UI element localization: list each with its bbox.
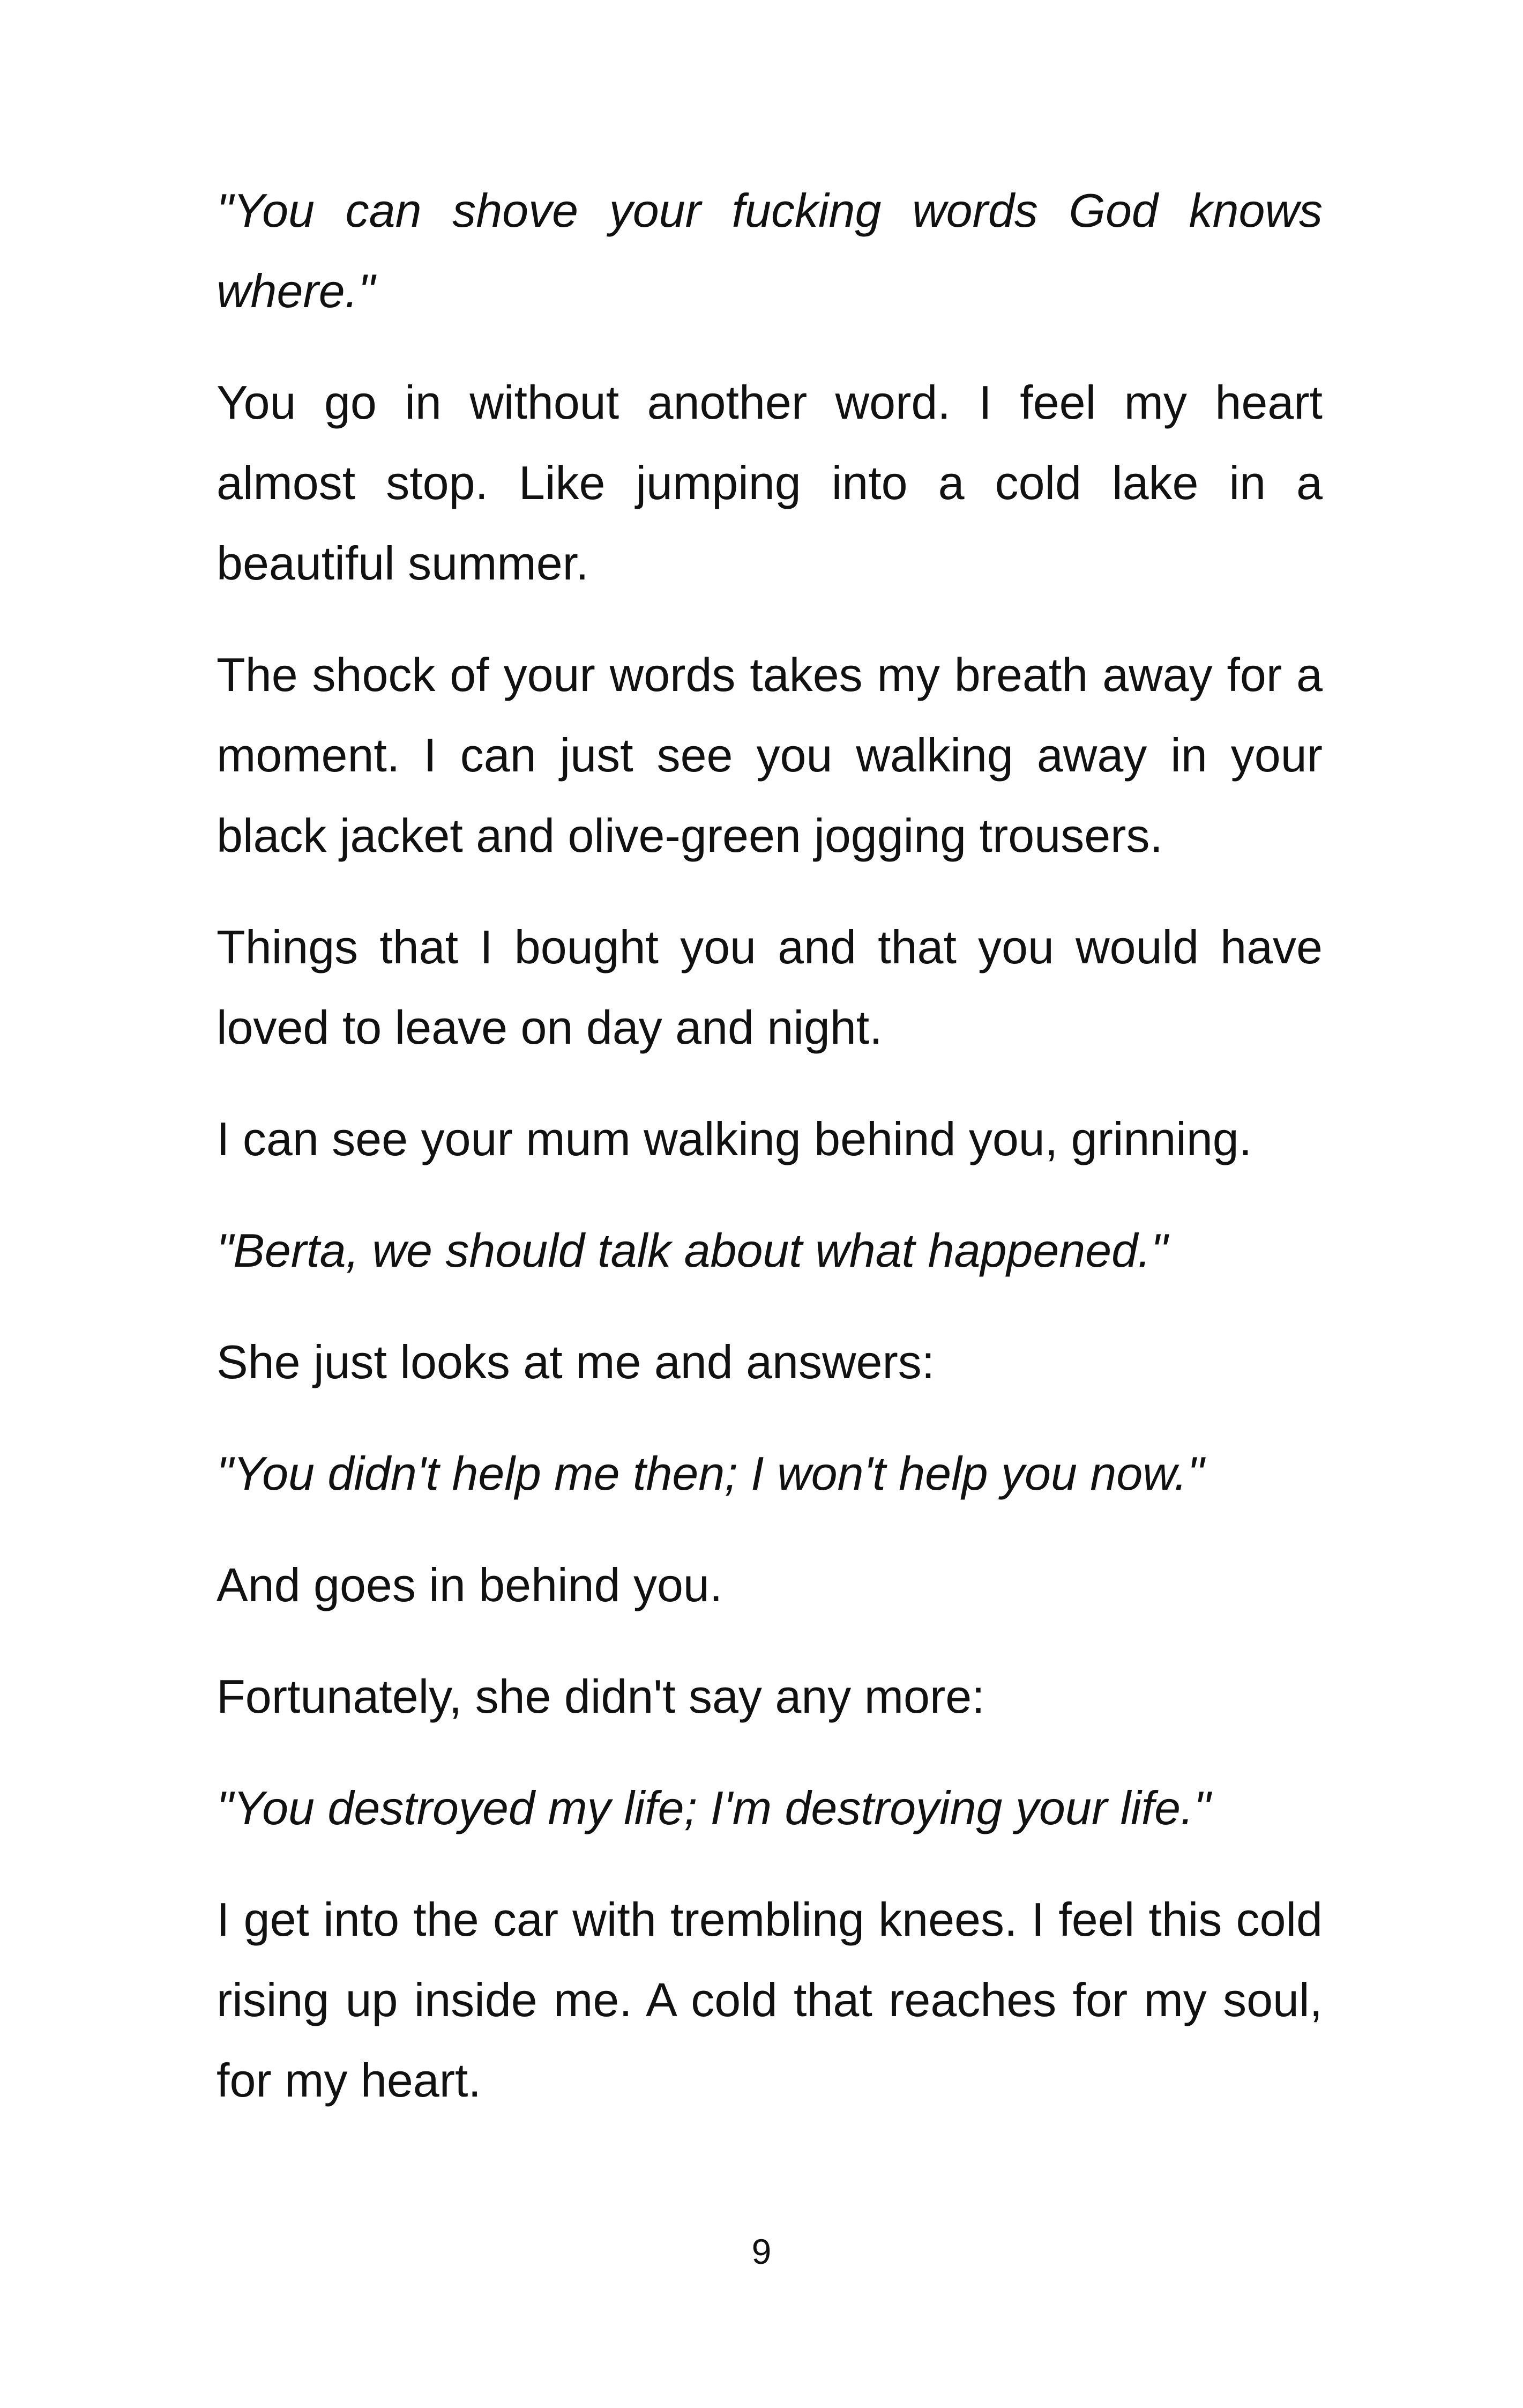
paragraph-3: The shock of your words takes my breath away for a moment. I can just see you walking away in your black jacket and olive-green jogging trousers.: [216, 648, 1323, 862]
paragraph-2: You go in without another word. I feel my heart almost stop. Like jumping into a cold lake in a beautiful summer.: [216, 376, 1323, 590]
paragraph-quote-1: "You can shove your fucking words God knows where.": [216, 184, 1323, 317]
paragraph-10: Fortunately, she didn't say any more:: [216, 1670, 985, 1723]
paragraph-quote-4: "You destroyed my life; I'm destroying your life.": [216, 1781, 1211, 1834]
page-number: 9: [751, 2232, 772, 2271]
paragraph-quote-2: "Berta, we should talk about what happened.": [216, 1224, 1168, 1277]
paragraph-7: She just looks at me and answers:: [216, 1335, 935, 1388]
paragraph-5: I can see your mum walking behind you, grinning.: [216, 1112, 1252, 1165]
body-text: [216, 170, 1323, 2152]
paragraph-4: Things that I bought you and that you would have loved to leave on day and night.: [216, 920, 1323, 1054]
paragraph-quote-3: "You didn't help me then; I won't help you now.": [216, 1447, 1204, 1500]
paragraph-12: I get into the car with trembling knees. I feel this cold rising up inside me. A cold that reaches for my soul, for my heart.: [216, 1893, 1323, 2107]
paragraph-9: And goes in behind you.: [216, 1558, 723, 1611]
